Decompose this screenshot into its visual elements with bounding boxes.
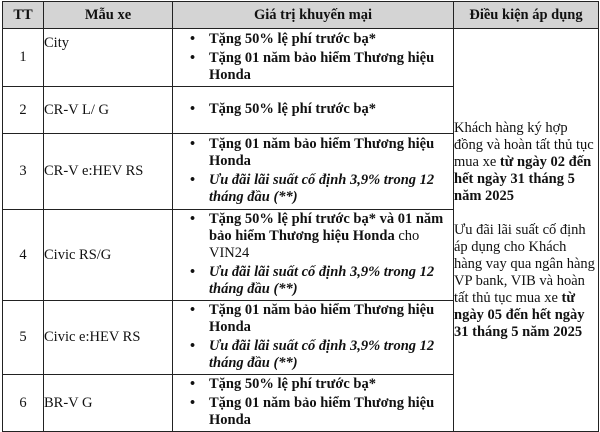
promo-item [173,376,453,393]
bullet-icon: • [190,211,196,227]
promo-text: Ưu đãi lãi suất cố định 3,9% trong 12 tháng đầu (**) [209,264,435,297]
promo-item [173,338,453,372]
row-number: 1 [3,29,44,87]
promo-item [173,101,453,118]
header-model: Mẫu xe [44,2,173,29]
promo-text: Tặng 01 năm bảo hiểm Thương hiệu Honda [209,395,435,428]
condition-1-dates: từ ngày 02 đến hết ngày 31 tháng 5 năm 2025 [454,153,592,204]
model-name: BR-V G [44,375,173,432]
model-name: Civic RS/G [44,210,173,301]
row-number: 3 [3,134,44,210]
promotion-table [2,1,599,432]
promo-cell [173,29,454,87]
row-number: 5 [3,301,44,375]
promo-text: Tặng 01 năm bảo hiểm Thương hiệu Honda [209,302,435,335]
bullet-icon: • [190,30,196,47]
bullet-icon: • [190,49,196,66]
promo-item [173,50,453,84]
header-promo: Giá trị khuyến mại [173,2,454,29]
promo-item [173,395,453,429]
promo-item [173,136,453,170]
bullet-icon: • [190,376,196,392]
promo-text: Tặng 01 năm bảo hiểm Thương hiệu Honda [209,49,435,83]
promo-text: Tặng 50% lệ phí trước bạ* và 01 năm bảo hiểm Thương hiệu Honda [209,211,444,244]
promo-text: Tặng 50% lệ phí trước bạ* [209,101,376,117]
bullet-icon: • [190,264,196,280]
bullet-icon: • [190,395,196,411]
promo-cell [173,134,454,210]
promo-item [173,31,453,48]
promo-text-suffix: cho VIN24 [209,228,420,261]
promo-item [173,172,453,206]
condition-paragraph-1 [454,120,598,205]
row-number: 4 [3,210,44,301]
bullet-icon: • [190,136,196,152]
table-row [3,29,599,87]
model-name: CR-V e:HEV RS [44,134,173,210]
condition-1-text: Khách hàng ký hợp đồng và hoàn tất thủ tục mua xe [454,119,594,170]
promo-text: Ưu đãi lãi suất cố định 3,9% trong 12 tháng đầu (**) [209,338,435,371]
model-name: City [44,29,173,87]
bullet-icon: • [190,172,196,188]
promo-item [173,211,453,262]
promo-cell [173,87,454,134]
promo-text: Tặng 50% lệ phí trước bạ* [209,30,376,47]
bullet-icon: • [190,101,196,117]
row-number: 2 [3,87,44,134]
condition-paragraph-2 [454,222,598,341]
promo-text: Tặng 01 năm bảo hiểm Thương hiệu Honda [209,136,435,169]
model-name: Civic e:HEV RS [44,301,173,375]
header-row [3,2,599,29]
bullet-icon: • [190,302,196,318]
model-name: CR-V L/ G [44,87,173,134]
condition-cell [454,29,599,432]
promo-cell [173,210,454,301]
row-number: 6 [3,375,44,432]
promo-cell [173,375,454,432]
promo-item [173,302,453,336]
header-tt: TT [3,2,44,29]
promo-item [173,264,453,298]
promo-text: Ưu đãi lãi suất cố định 3,9% trong 12 tháng đầu (**) [209,172,435,205]
header-condition: Điều kiện áp dụng [454,2,599,29]
condition-2-text: Ưu đãi lãi suất cố định áp dụng cho Khách hàng vay qua ngân hàng VP bank, VIB và hoàn tất thủ tục mua xe [454,221,595,306]
bullet-icon: • [190,338,196,354]
condition-2-dates: từ ngày 05 đến hết ngày 31 tháng 5 năm 2025 [454,289,585,340]
promo-text: Tặng 50% lệ phí trước bạ* [209,376,376,392]
promo-cell [173,301,454,375]
